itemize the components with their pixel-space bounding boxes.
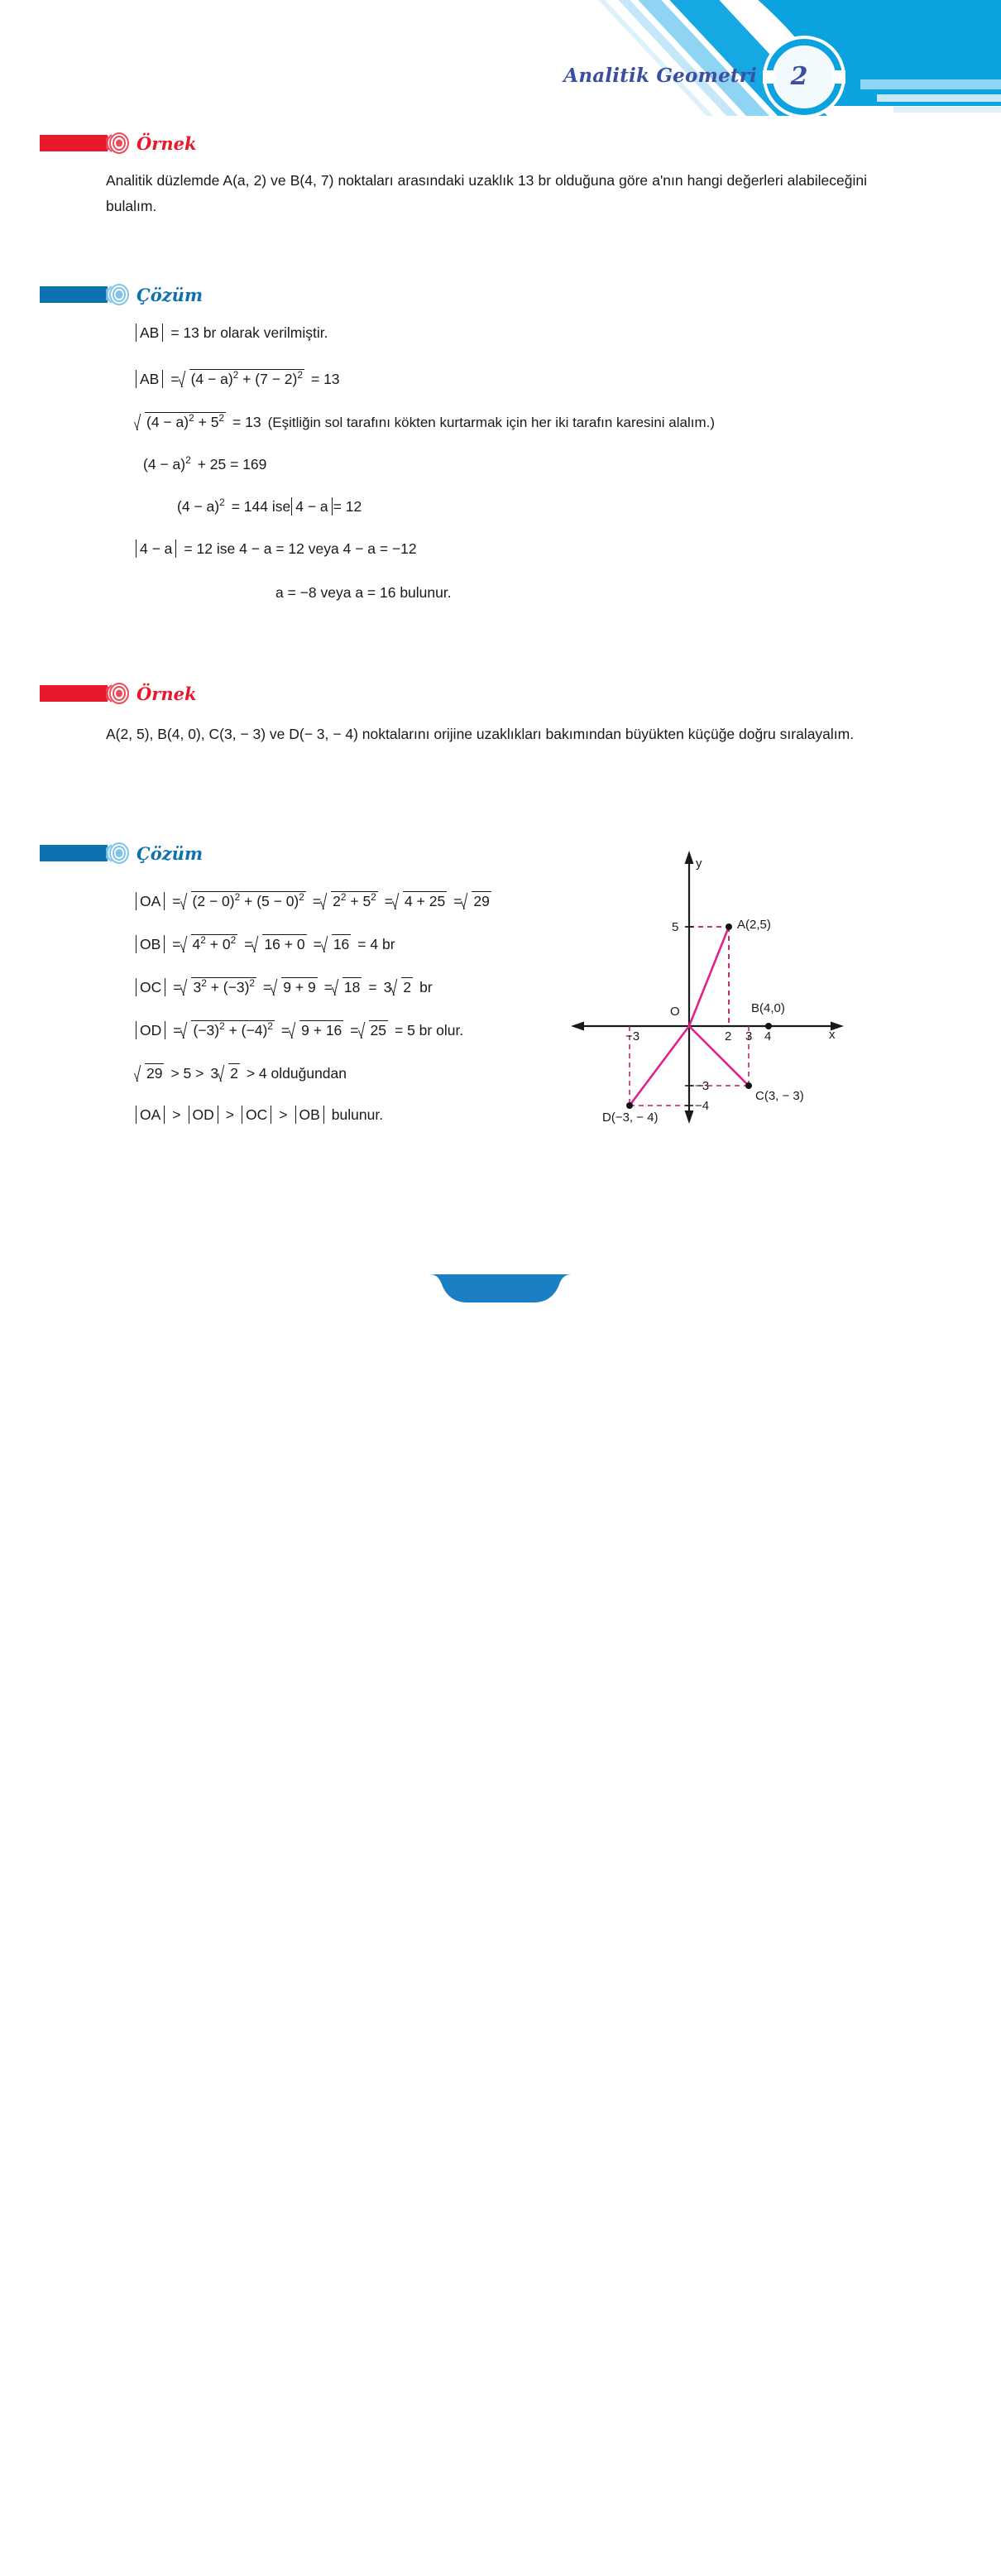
origin-label: O [670, 1005, 680, 1019]
term: (−3) [193, 1022, 220, 1039]
badge-bar [40, 685, 108, 702]
page-footer [0, 1274, 1001, 2576]
tail: = 12 [333, 498, 362, 515]
unit: br [419, 979, 433, 995]
abs-4-minus-a: 4 − a [135, 540, 177, 558]
tick-label-3: 3 [745, 1029, 753, 1043]
abs-AB: AB [135, 371, 164, 388]
gt-2: > [225, 1106, 235, 1123]
exp: 2 [299, 891, 304, 904]
badge-bar [40, 286, 108, 303]
tick-label-4: 4 [764, 1029, 772, 1043]
radical [323, 934, 351, 953]
solution1-line-6 [135, 540, 417, 558]
term: 3 [193, 979, 202, 995]
radical [394, 891, 447, 910]
exp: 2 [230, 934, 237, 947]
exp: 2 [219, 1020, 225, 1033]
exp: 2 [234, 891, 241, 904]
y-axis-arrow-down [685, 1111, 694, 1124]
radical [136, 1063, 164, 1082]
result: = 5 br olur. [395, 1022, 464, 1039]
badge-ornek-2 [40, 683, 197, 704]
point-C [745, 1082, 752, 1089]
radical: $4^2 + 0^2$ [182, 934, 238, 953]
solution1-line-3 [135, 412, 715, 431]
term: 18 [343, 979, 361, 995]
badge-label: Örnek [136, 132, 197, 154]
badge-bar [40, 135, 108, 151]
abs-OB: OB [135, 936, 165, 953]
term: 9 + 9 [283, 979, 316, 995]
exp: 2 [371, 891, 376, 904]
target-icon [106, 842, 131, 864]
page-header [0, 0, 1001, 116]
rest: + 25 = 169 [197, 456, 267, 473]
exp: 2 [267, 1020, 273, 1033]
radicand-a: (4 − a) [190, 371, 233, 387]
solution2-line-OB: OB = $4^2 + 0^2 = 16 + 0 = 16 = 4$ br [135, 934, 395, 953]
expr: (4 − a) [177, 498, 220, 515]
solution2-line-compare [135, 1063, 347, 1082]
explanatory-note: (Eşitliğin sol tarafını kökten kurtarmak için her iki tarafın karesini alalım.) [267, 415, 716, 430]
header-title: Analitik Geometri [563, 65, 757, 87]
tick-label-5: 5 [672, 920, 679, 934]
abs-AB: AB [135, 324, 164, 342]
exp: 2 [200, 934, 206, 947]
header-decoration [0, 0, 1001, 116]
result: = 13 [232, 414, 261, 430]
term: 25 [370, 1022, 386, 1039]
abs-OA: OA [135, 893, 165, 910]
radical [253, 934, 306, 953]
solution1-line-1 [135, 324, 328, 342]
solution1-line-5 [177, 498, 362, 516]
radical [290, 1020, 343, 1039]
solution2-line-OD: OD = $(-3)^2 + (-4)^2 = 9 + 16 = 25 = 5$ br olur. [135, 1020, 463, 1039]
radical: $(2 - 0)^2 + (5 - 0)^2$ [182, 891, 306, 910]
tick-label-2: 2 [725, 1029, 732, 1043]
x-axis-label: x [829, 1028, 836, 1042]
point-label-C: C(3, − 3) [755, 1089, 804, 1103]
exp-a: 2 [232, 369, 239, 381]
unit-number: 2 [790, 62, 808, 91]
exp: 2 [219, 496, 225, 509]
term: 29 [473, 893, 490, 909]
target-icon [106, 683, 131, 704]
result: = 4 br [357, 936, 395, 952]
solution1-line-7: a = −8 veya a = 16 bulunur. [275, 584, 452, 601]
radical [462, 891, 491, 910]
term: 9 + 16 [301, 1022, 342, 1039]
badge-label: Örnek [136, 683, 197, 704]
radical [392, 977, 413, 996]
exp-b: 2 [297, 369, 303, 381]
term: 2 [403, 979, 412, 995]
term: (−3) [223, 979, 250, 995]
radical: $3^2 + (-3)^2$ [182, 977, 256, 996]
point-label-B: B(4,0) [751, 1001, 785, 1015]
term: 4 + 25 [405, 893, 446, 909]
target-icon [106, 132, 131, 154]
x-axis-arrow-left [571, 1022, 584, 1031]
expr: (4 − a) [143, 456, 186, 473]
plus: + [242, 371, 251, 387]
exp: 2 [201, 977, 207, 990]
solution1-line-4 [143, 456, 266, 473]
rest: = 12 ise 4 − a = 12 veya 4 − a = −12 [184, 540, 417, 557]
point-D [626, 1102, 633, 1109]
radical: $2^2 + 5^2$ [322, 891, 378, 910]
solution2-line-OC: OC = $3^2 + (-3)^2 = 9 + 9 = 18 = 3$ 2 br [135, 977, 433, 996]
tail: bulunur. [331, 1106, 384, 1123]
abs-4-minus-a: 4 − a [290, 498, 333, 516]
plus: + [198, 414, 207, 430]
radical [136, 412, 226, 431]
gt-3: > [279, 1106, 288, 1123]
mid: = 144 ise [231, 498, 291, 515]
target-icon [106, 284, 131, 305]
abs-OC: OC [135, 979, 166, 996]
footer-tab [0, 1274, 1001, 1324]
example-1-text: Analitik düzlemde A(a, 2) ve B(4, 7) noktaları arasındaki uzaklık 13 br olduğuna göre a'nın hangi değerleri alabileceğini bulalım. [106, 172, 867, 214]
badge-bar [40, 845, 108, 861]
tick-label-neg3-y: −3 [695, 1079, 710, 1093]
result: = 13 [310, 371, 340, 387]
exp: 2 [249, 977, 256, 990]
badge-cozum-1 [40, 284, 203, 305]
term: 29 [146, 1065, 163, 1082]
equals-sign: = [170, 371, 180, 387]
radical: $(-3)^2 + (-4)^2$ [182, 1020, 274, 1039]
radical [272, 977, 317, 996]
y-axis-arrow-up [685, 851, 694, 864]
exp: 2 [185, 454, 191, 467]
term: 16 + 0 [264, 936, 305, 952]
abs-OA: OA [135, 1106, 165, 1124]
mid: > 5 > [170, 1065, 204, 1082]
y-axis-label: y [696, 856, 702, 871]
term: (2 − 0) [192, 893, 235, 909]
tick-label-neg3-x: −3 [625, 1029, 640, 1043]
example-2-text: A(2, 5), B(4, 0), C(3, − 3) ve D(− 3, − 4) noktalarını orijine uzaklıkları bakımından büyükten küçüğe doğru sıralayalım. [106, 726, 855, 742]
term: (5 − 0) [256, 893, 299, 909]
abs-OB: OB [295, 1106, 325, 1124]
abs-OC: OC [241, 1106, 272, 1124]
badge-ornek-1 [40, 132, 197, 154]
abs-OD: OD [135, 1022, 166, 1039]
segment-OC [689, 1026, 749, 1086]
exp-a: 2 [189, 412, 194, 425]
exp: 2 [340, 891, 347, 904]
term: 16 [333, 936, 350, 952]
page-number: 87 [489, 2556, 512, 2576]
badge-label: Çözüm [136, 284, 204, 305]
term: 5 [362, 893, 371, 909]
term: 4 [192, 936, 201, 952]
badge-label: Çözüm [136, 842, 204, 864]
radicand-b: (7 − 2) [255, 371, 298, 387]
line-1-rest: = 13 br olarak verilmiştir. [170, 324, 328, 341]
point-label-D: D(−3, − 4) [602, 1111, 659, 1125]
point-B [765, 1023, 772, 1029]
term: 0 [222, 936, 231, 952]
tick-label-neg4-y: −4 [695, 1099, 710, 1113]
point-A [726, 923, 732, 930]
segment-OA [689, 927, 729, 1026]
solution2-line-OA: OA = $(2 - 0)^2 + (5 - 0)^2 = 2^2 + 5^2 = 4 + 25 = 29$ [135, 891, 491, 910]
radical [219, 1063, 240, 1082]
radical [333, 977, 362, 996]
term: 2 [230, 1065, 238, 1082]
badge-cozum-2 [40, 842, 203, 864]
coordinate-plane-figure [571, 844, 844, 1125]
gt-1: > [172, 1106, 181, 1123]
radical [360, 1020, 388, 1039]
abs-OD: OD [188, 1106, 219, 1124]
coefficient: 3 [210, 1065, 219, 1082]
solution2-line-conclusion [135, 1106, 383, 1124]
tail: > 4 olduğundan [246, 1065, 347, 1082]
radicand-b: 5 [210, 414, 219, 430]
radical [180, 369, 304, 388]
solution1-line-2 [135, 369, 340, 388]
term: 2 [333, 893, 341, 909]
radicand-a: (4 − a) [146, 414, 189, 430]
coefficient: 3 [383, 979, 392, 995]
point-label-A: A(2,5) [737, 918, 771, 932]
exp-b: 2 [218, 412, 225, 425]
term: (−4) [241, 1022, 268, 1039]
